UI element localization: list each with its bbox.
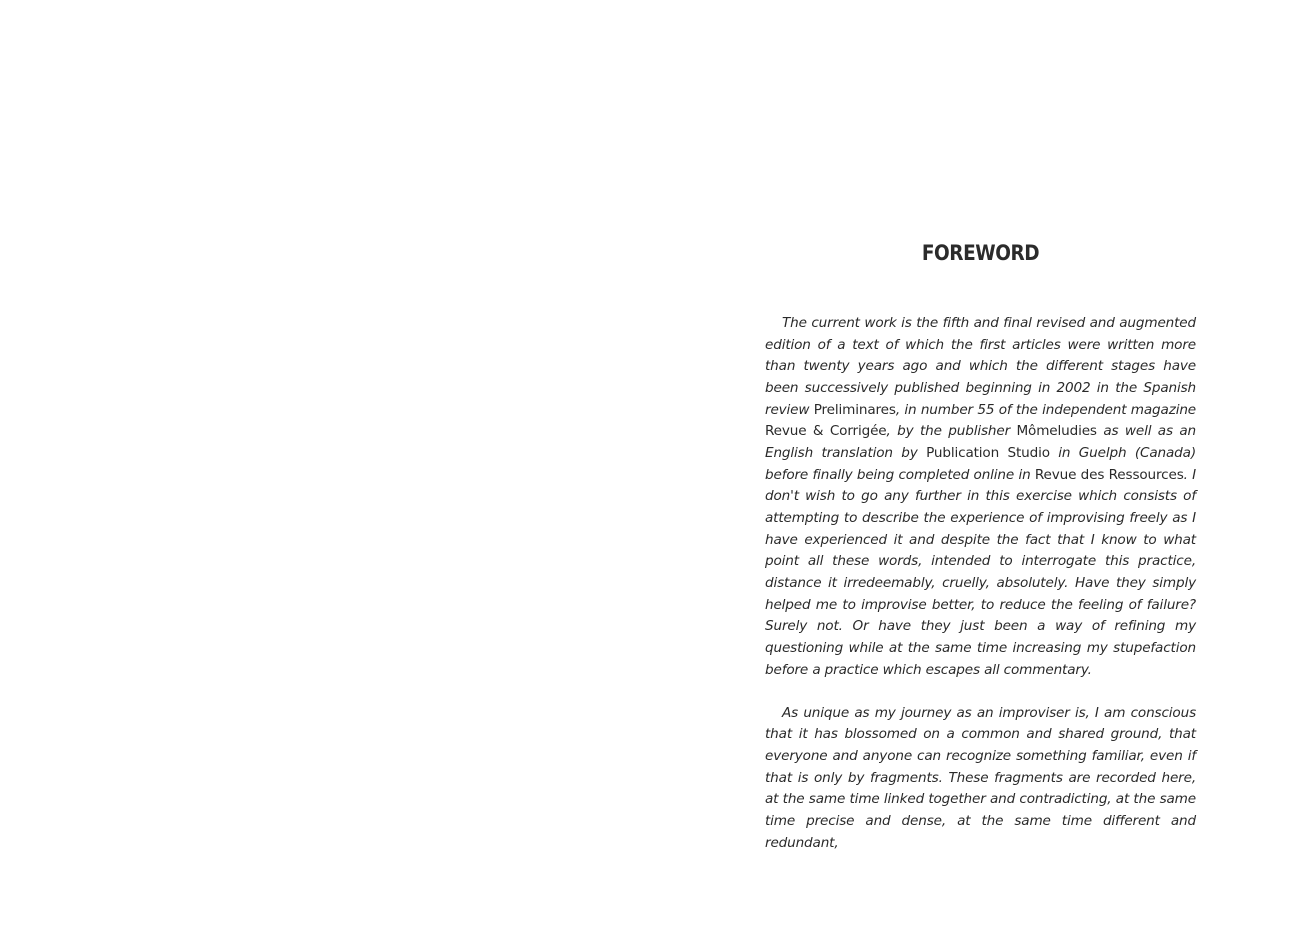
right-page: [653, 0, 1306, 949]
paragraph-1-text: . I don't wish to go any further in this exercise which consists of attempting to describe the experience of improvising freely as I have experienced it and despite the fact that I know to what point all these words, intended to interrogate this practice, distance it irredeemably, cruelly, absolutely. Have they simply helped me to improvise better, to reduce the feeling of failure? Surely not. Or have they just been a way of refining my questioning while at the same time increasing my stupefaction before a practice which escapes all commentary.: [765, 466, 1196, 678]
paragraph-1-text: , by the publisher: [886, 423, 1017, 440]
paragraph-2: As unique as my journey as an improviser is, I am conscious that it has blossomed on a common and shared ground, that everyone and anyone can recognize something familiar, even if that is only by fragments. These fragments are recorded here, at the same time linked together and contradicting, at the same time precise and dense, at the same time different and redundant,: [765, 704, 1196, 851]
paragraph-1-text: in Guelph (Canada) before finally being completed online in: [765, 444, 1196, 483]
publisher-name: Publication Studio: [926, 444, 1050, 461]
paragraph-1: [765, 313, 1196, 681]
paragraph-1-text: The current work is the fifth and final revised and augmented edition of a text of which the first articles were written more than twenty years ago and which the different stages have been successively published beginning in 2002 in the Spanish review: [765, 315, 1196, 418]
publication-name: Preliminares: [813, 401, 896, 418]
paragraph-1-text: , in number 55 of the independent magazine: [895, 401, 1196, 418]
foreword-body: [765, 313, 1196, 854]
paragraph-1-text: as well as an English translation by: [765, 423, 1196, 461]
publication-name: Revue des Ressources: [1034, 466, 1184, 483]
publication-name: Revue & Corrigée: [765, 423, 887, 440]
publisher-name: Mômeludies: [1016, 423, 1097, 440]
page-title: FOREWORD: [921, 241, 1040, 265]
